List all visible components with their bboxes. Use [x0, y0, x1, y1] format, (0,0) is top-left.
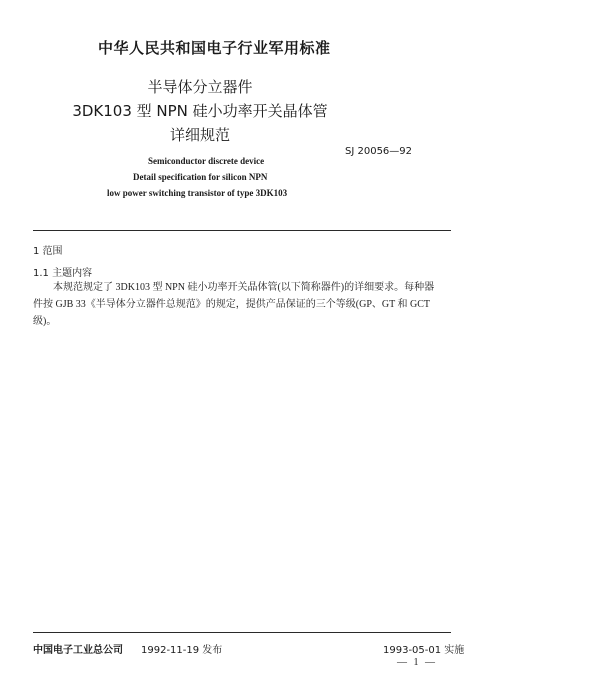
paragraph-line: 件按 GJB 33《半导体分立器件总规范》的规定，提供产品保证的三个等级(GP、GT 和 GCT	[33, 299, 431, 310]
section-heading-scope: 1 范围	[33, 246, 63, 257]
body-paragraph	[33, 279, 451, 330]
english-title-line-1: Semiconductor discrete device	[148, 156, 265, 166]
footer-divider	[33, 632, 451, 633]
english-title-line-2: Detail specification for silicon NPN	[133, 172, 268, 182]
title-line-3: 详细规范	[169, 126, 230, 144]
section-heading-subject: 1.1 主题内容	[33, 268, 93, 279]
publish-date: 1992-11-19 发布	[141, 645, 223, 656]
page-number: — 1 —	[397, 657, 437, 668]
paragraph-line: 本规范规定了 3DK103 型 NPN 硅小功率开关晶体管(以下简称器件)的详细要求。每种器	[53, 282, 435, 293]
implement-date: 1993-05-01 实施	[383, 645, 465, 656]
publisher: 中国电子工业总公司	[33, 645, 123, 656]
title-line-2: 3DK103 型 NPN 硅小功率开关晶体管	[72, 102, 328, 120]
header-divider	[33, 230, 451, 231]
paragraph-line: 级)。	[33, 316, 57, 327]
standard-category: 中华人民共和国电子行业军用标准	[98, 39, 331, 57]
english-title-line-3: low power switching transistor of type 3DK103	[107, 188, 288, 198]
standard-number: SJ 20056—92	[345, 146, 413, 157]
title-line-1: 半导体分立器件	[147, 78, 253, 96]
